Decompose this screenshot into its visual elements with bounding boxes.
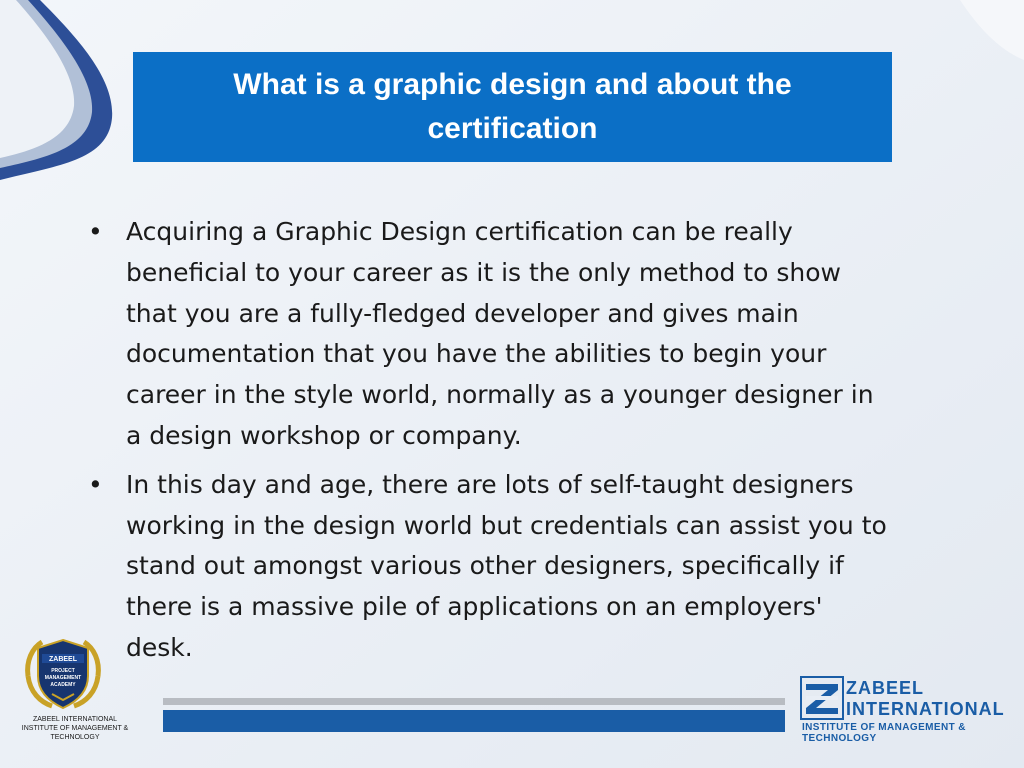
academy-badge-icon (22, 636, 104, 712)
badge-line1: ZABEEL (49, 656, 77, 663)
bullet-text: Acquiring a Graphic Design certification can be really beneficial to your career as it is the only method to show that you are a fully-fledged developer and gives main documentation that you have the abilities to begin your career in the style world, normally as a younger designer in a design workshop or company. (126, 217, 874, 450)
bullet-icon: • (88, 217, 103, 246)
slide-title: What is a graphic design and about the certification (233, 68, 792, 145)
badge-line3: MANAGEMENT (44, 675, 82, 681)
badge-caption-line1: ZABEEL INTERNATIONAL (32, 716, 118, 723)
footer-blue-bar (163, 710, 785, 732)
badge-caption (0, 715, 150, 742)
bullet-text: In this day and age, there are lots of self-taught designers working in the design world but credentials can assist you to stand out amongst various other designers, specifically if there is a massive pile of applications on an employers' desk. (126, 469, 887, 662)
list-item (88, 465, 888, 669)
logo-name-line2: INTERNATIONAL (846, 699, 1005, 719)
bullet-list (88, 212, 888, 677)
list-item (88, 212, 888, 457)
bullet-icon: • (88, 469, 103, 499)
logo-tagline: INSTITUTE OF MANAGEMENT & TECHNOLOGY (802, 722, 966, 744)
badge-caption-line2: INSTITUTE OF MANAGEMENT & TECHNOLOGY (21, 725, 129, 741)
footer-gray-bar (163, 698, 785, 705)
badge-line2: PROJECT (51, 668, 75, 674)
zabeel-logo-icon (800, 676, 844, 720)
badge-line4: ACADEMY (50, 682, 76, 688)
logo-name-line1: ZABEEL (846, 678, 924, 698)
title-banner (133, 52, 892, 162)
